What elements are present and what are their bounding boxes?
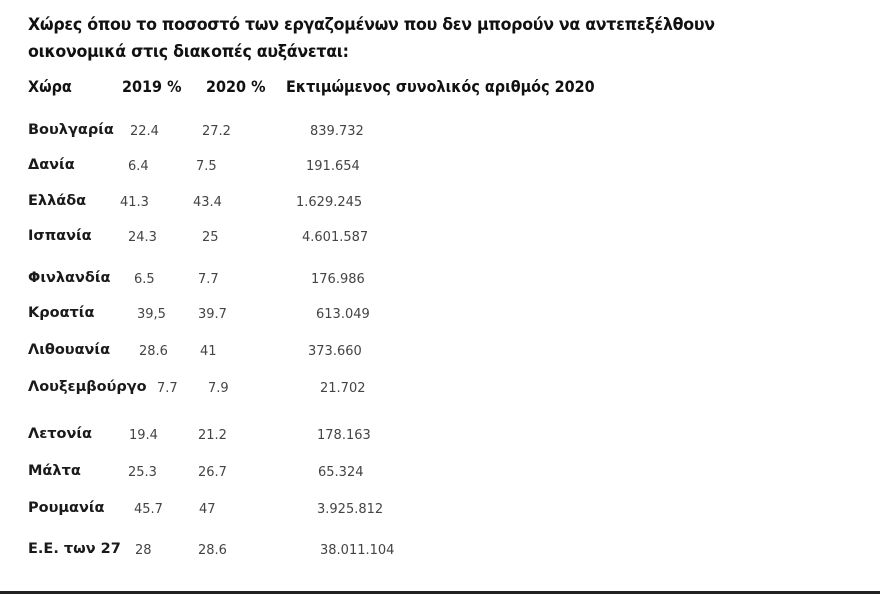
- total-2020-cell: 178.163: [317, 428, 371, 443]
- total-2020-cell: 1.629.245: [296, 195, 363, 210]
- country-cell: Ισπανία: [28, 228, 92, 244]
- pct-2020-cell: 43.4: [193, 195, 222, 210]
- pct-2019-cell: 28: [135, 543, 152, 558]
- country-cell: Λιθουανία: [28, 342, 111, 358]
- total-2020-cell: 176.986: [311, 272, 365, 287]
- pct-2019-cell: 19.4: [129, 428, 158, 443]
- header-country: Χώρα: [28, 77, 72, 96]
- table-row: [0, 344, 880, 370]
- table-row: [0, 195, 880, 221]
- pct-2019-cell: 28.6: [139, 344, 168, 359]
- header-2019: 2019 %: [122, 77, 182, 96]
- pct-2020-cell: 26.7: [198, 465, 227, 480]
- total-2020-cell: 839.732: [310, 124, 364, 139]
- pct-2019-cell: 45.7: [134, 502, 163, 517]
- pct-2020-cell: 7.9: [208, 381, 229, 396]
- pct-2020-cell: 7.5: [196, 159, 217, 174]
- pct-2020-cell: 25: [202, 230, 219, 245]
- header-2020: 2020 %: [206, 77, 266, 96]
- table-row: [0, 124, 880, 150]
- pct-2019-cell: 39,5: [137, 307, 166, 322]
- total-2020-cell: 191.654: [306, 159, 360, 174]
- country-cell: Βουλγαρία: [28, 122, 114, 138]
- table-row: [0, 502, 880, 528]
- header-total-2020: Εκτιμώμενος συνολικός αριθμός 2020: [286, 77, 595, 96]
- pct-2019-cell: 22.4: [130, 124, 159, 139]
- pct-2019-cell: 41.3: [120, 195, 149, 210]
- pct-2019-cell: 6.5: [134, 272, 155, 287]
- pct-2020-cell: 28.6: [198, 543, 227, 558]
- pct-2019-cell: 7.7: [157, 381, 178, 396]
- country-cell: Δανία: [28, 157, 75, 173]
- total-2020-cell: 3.925.812: [317, 502, 384, 517]
- document-title: Χώρες όπου το ποσοστό των εργαζομένων που δεν μπορούν να αντεπεξέλθουν οικονομικά στις διακοπές αυξάνεται:: [28, 15, 715, 62]
- country-cell: Ε.Ε. των 27: [28, 541, 121, 557]
- pct-2020-cell: 27.2: [202, 124, 231, 139]
- table-row: [0, 465, 880, 491]
- pct-2019-cell: 6.4: [128, 159, 149, 174]
- table-row: [0, 307, 880, 333]
- table-row: [0, 159, 880, 185]
- total-2020-cell: 373.660: [308, 344, 362, 359]
- pct-2020-cell: 7.7: [198, 272, 219, 287]
- pct-2020-cell: 41: [200, 344, 217, 359]
- total-2020-cell: 613.049: [316, 307, 370, 322]
- country-cell: Ελλάδα: [28, 193, 87, 209]
- pct-2020-cell: 39.7: [198, 307, 227, 322]
- pct-2020-cell: 47: [199, 502, 216, 517]
- table-row: [0, 230, 880, 256]
- total-2020-cell: 65.324: [318, 465, 364, 480]
- country-cell: Φινλανδία: [28, 270, 111, 286]
- country-cell: Κροατία: [28, 305, 95, 321]
- table-row: [0, 272, 880, 298]
- country-cell: Ρουμανία: [28, 500, 105, 516]
- total-2020-cell: 38.011.104: [320, 543, 395, 558]
- table-row: [0, 381, 880, 407]
- total-2020-cell: 4.601.587: [302, 230, 369, 245]
- pct-2019-cell: 25.3: [128, 465, 157, 480]
- country-cell: Λετονία: [28, 426, 92, 442]
- country-cell: Μάλτα: [28, 463, 81, 479]
- total-2020-cell: 21.702: [320, 381, 366, 396]
- table-row: [0, 543, 880, 569]
- pct-2019-cell: 24.3: [128, 230, 157, 245]
- country-cell: Λουξεμβούργο: [28, 379, 147, 395]
- pct-2020-cell: 21.2: [198, 428, 227, 443]
- table-row: [0, 428, 880, 454]
